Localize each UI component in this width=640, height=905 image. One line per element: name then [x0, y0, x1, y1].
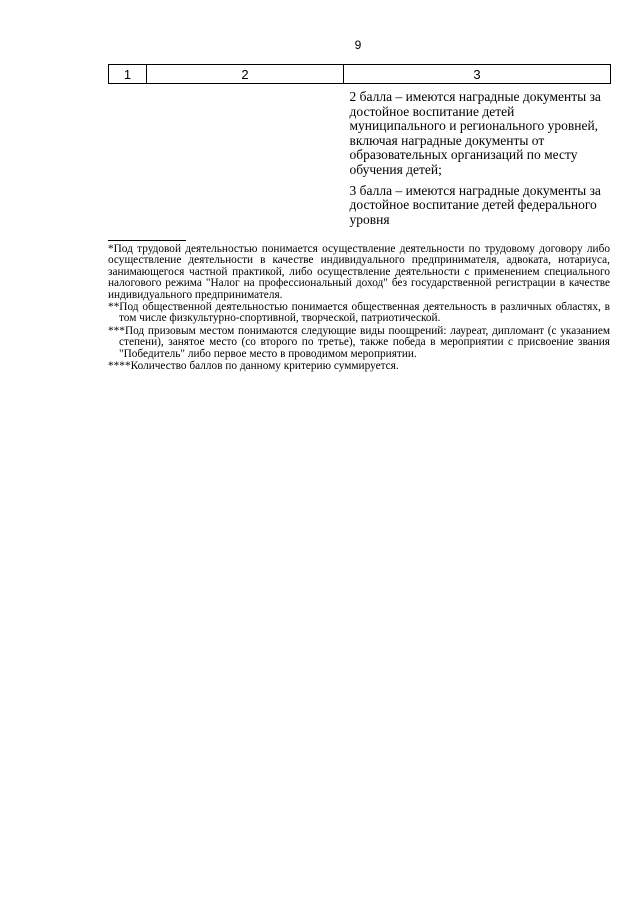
footnote-score-sum: ****Количество баллов по данному критерию суммируется. [108, 360, 399, 373]
criteria-table [108, 64, 611, 227]
table-header-row [109, 65, 611, 84]
footnote-public-activity: **Под общественной деятельностью понимается общественная деятельность в различных областях, в том числе физкультурно-спортивной, творческой, патриотической. [108, 301, 610, 325]
table-row [109, 84, 611, 228]
column-header-2: 2 [147, 65, 344, 84]
score-item-2-points: 2 балла – имеются наградные документы за достойное воспитание детей муниципального и регионального уровней, включая наградные документы от образовательных организаций по месту обучения детей; [349, 89, 601, 177]
table-cell-1 [109, 84, 147, 228]
column-header-1: 1 [109, 65, 147, 84]
footnote-labor-activity: *Под трудовой деятельностью понимается осуществление деятельности по трудовому договору либо осуществление деятельности в качестве индивидуального предпринимателя, адвоката, нотариуса, занимающегося частной практикой, либо осуществление деятельности с применением специального налогового режима "Налог на профессиональный доход" без государственной регистрации в качестве индивидуального предпринимателя. [108, 243, 610, 301]
footnote-prize-place: ***Под призовым местом понимаются следующие виды поощрений: лауреат, дипломант (с указанием степени), занятое место (со второго по третье), также победа в мероприятии с присвоение звания "Победитель" либо первое место в проводимом мероприятии. [108, 324, 610, 360]
table-cell-2 [147, 84, 344, 228]
column-header-3: 3 [344, 65, 611, 84]
page-number: 9 [354, 38, 362, 52]
footnote-separator [108, 240, 186, 241]
table-cell-3 [344, 84, 611, 228]
score-item-3-points: 3 балла – имеются наградные документы за достойное воспитание детей федерального уровня [349, 182, 601, 227]
footnotes [108, 244, 610, 373]
